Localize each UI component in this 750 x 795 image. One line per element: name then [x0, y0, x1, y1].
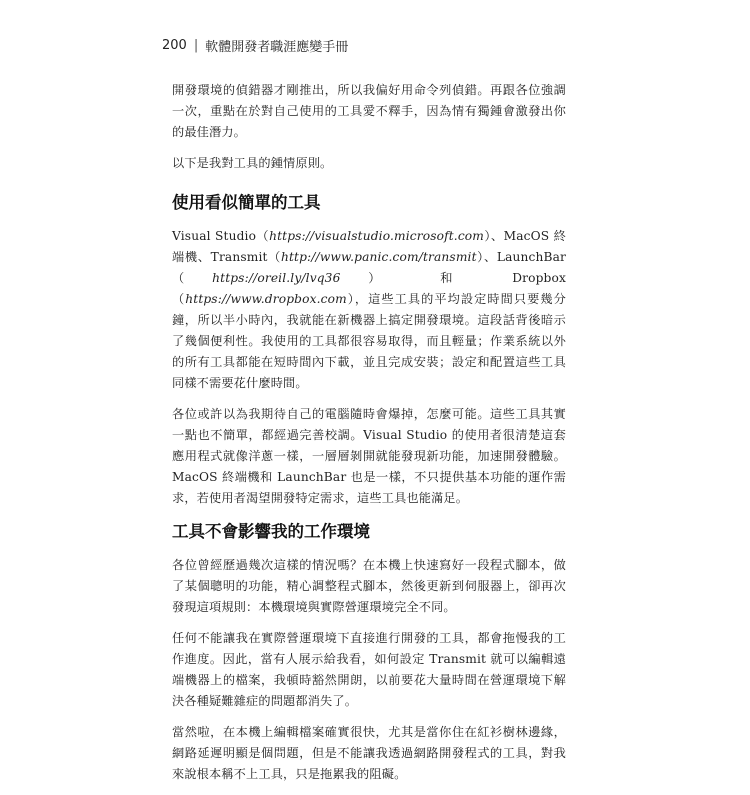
book-title: 軟體開發者職涯應變手冊 [205, 40, 349, 55]
text-segment: ）、MacOS 終端機、Transmit（ [172, 229, 566, 264]
section-heading-simple-tools: 使用看似簡單的工具 [172, 193, 321, 212]
paragraph-intro: 開發環境的偵錯器才剛推出，所以我偏好用命令列偵錯。再跟各位強調一次，重點在於對自己使用的工具愛不釋手，因為情有獨鍾會激發出你的最佳潛力。 [172, 83, 566, 139]
page-header [162, 36, 348, 55]
section-heading-work-environment: 工具不會影響我的工作環境 [172, 522, 370, 541]
paragraph-principles-intro: 以下是我對工具的鍾情原則。 [172, 156, 333, 170]
page-body [172, 80, 566, 795]
paragraph-tools-detail: 各位或許以為我期待自己的電腦隨時會爆掉，怎麼可能。這些工具其實一點也不簡單，都經過完善校調。Visual Studio 的使用者很清楚這套應用程式就像洋蔥一樣，一層層剝開就能發現新功能，加速開發體驗。MacOS 終端機和 LaunchBar 也是一樣，不只提供基本功能的運作需求，若使用者渴望開發特定需求，這些工具也能滿足。 [172, 407, 566, 505]
text-segment: Visual Studio（ [172, 229, 270, 243]
paragraph-network-latency: 當然啦，在本機上編輯檔案確實很快，尤其是當你住在紅衫樹林邊緣，網路延遲明顯是個問題，但是不能讓我透過網路開發程式的工具，對我來說根本稱不上工具，只是拖累我的阻礙。 [172, 725, 566, 781]
visual-studio-link[interactable]: https://visualstudio.microsoft.com [269, 229, 484, 243]
text-segment: ），這些工具的平均設定時間只要幾分鐘，所以半小時內，我就能在新機器上搞定開發環境。這段話背後暗示了幾個便利性。我使用的工具都很容易取得，而且輕量；作業系統以外的所有工具都能在短時間內下載，並且完成安裝；設定和配置這些工具同樣不需要花什麼時間。 [172, 292, 567, 390]
header-separator: | [193, 38, 199, 53]
launchbar-link[interactable]: https://oreil.ly/lvq36 [212, 271, 341, 285]
paragraph-local-vs-production: 各位曾經歷過幾次這樣的情況嗎？在本機上快速寫好一段程式腳本，做了某個聰明的功能，精心調整程式腳本，然後更新到伺服器上，卻再次發現這項規則：本機環境與實際營運環境完全不同。 [172, 558, 566, 614]
dropbox-link[interactable]: https://www.dropbox.com [185, 292, 347, 306]
transmit-link[interactable]: http://www.panic.com/transmit [281, 250, 477, 264]
paragraph-tool-list [172, 226, 566, 394]
text-segment: ） 和 Dropbox（ [172, 271, 566, 306]
paragraph-transmit: 任何不能讓我在實際營運環境下直接進行開發的工具，都會拖慢我的工作進度。因此，當有人展示給我看，如何設定 Transmit 就可以編輯遠端機器上的檔案，我頓時豁然開朗，以前要花大量時間在營運環境下解決各種疑難雜症的問題都消失了。 [172, 631, 566, 708]
page-number: 200 [162, 38, 187, 53]
text-segment: ）、LaunchBar（ [172, 250, 566, 285]
